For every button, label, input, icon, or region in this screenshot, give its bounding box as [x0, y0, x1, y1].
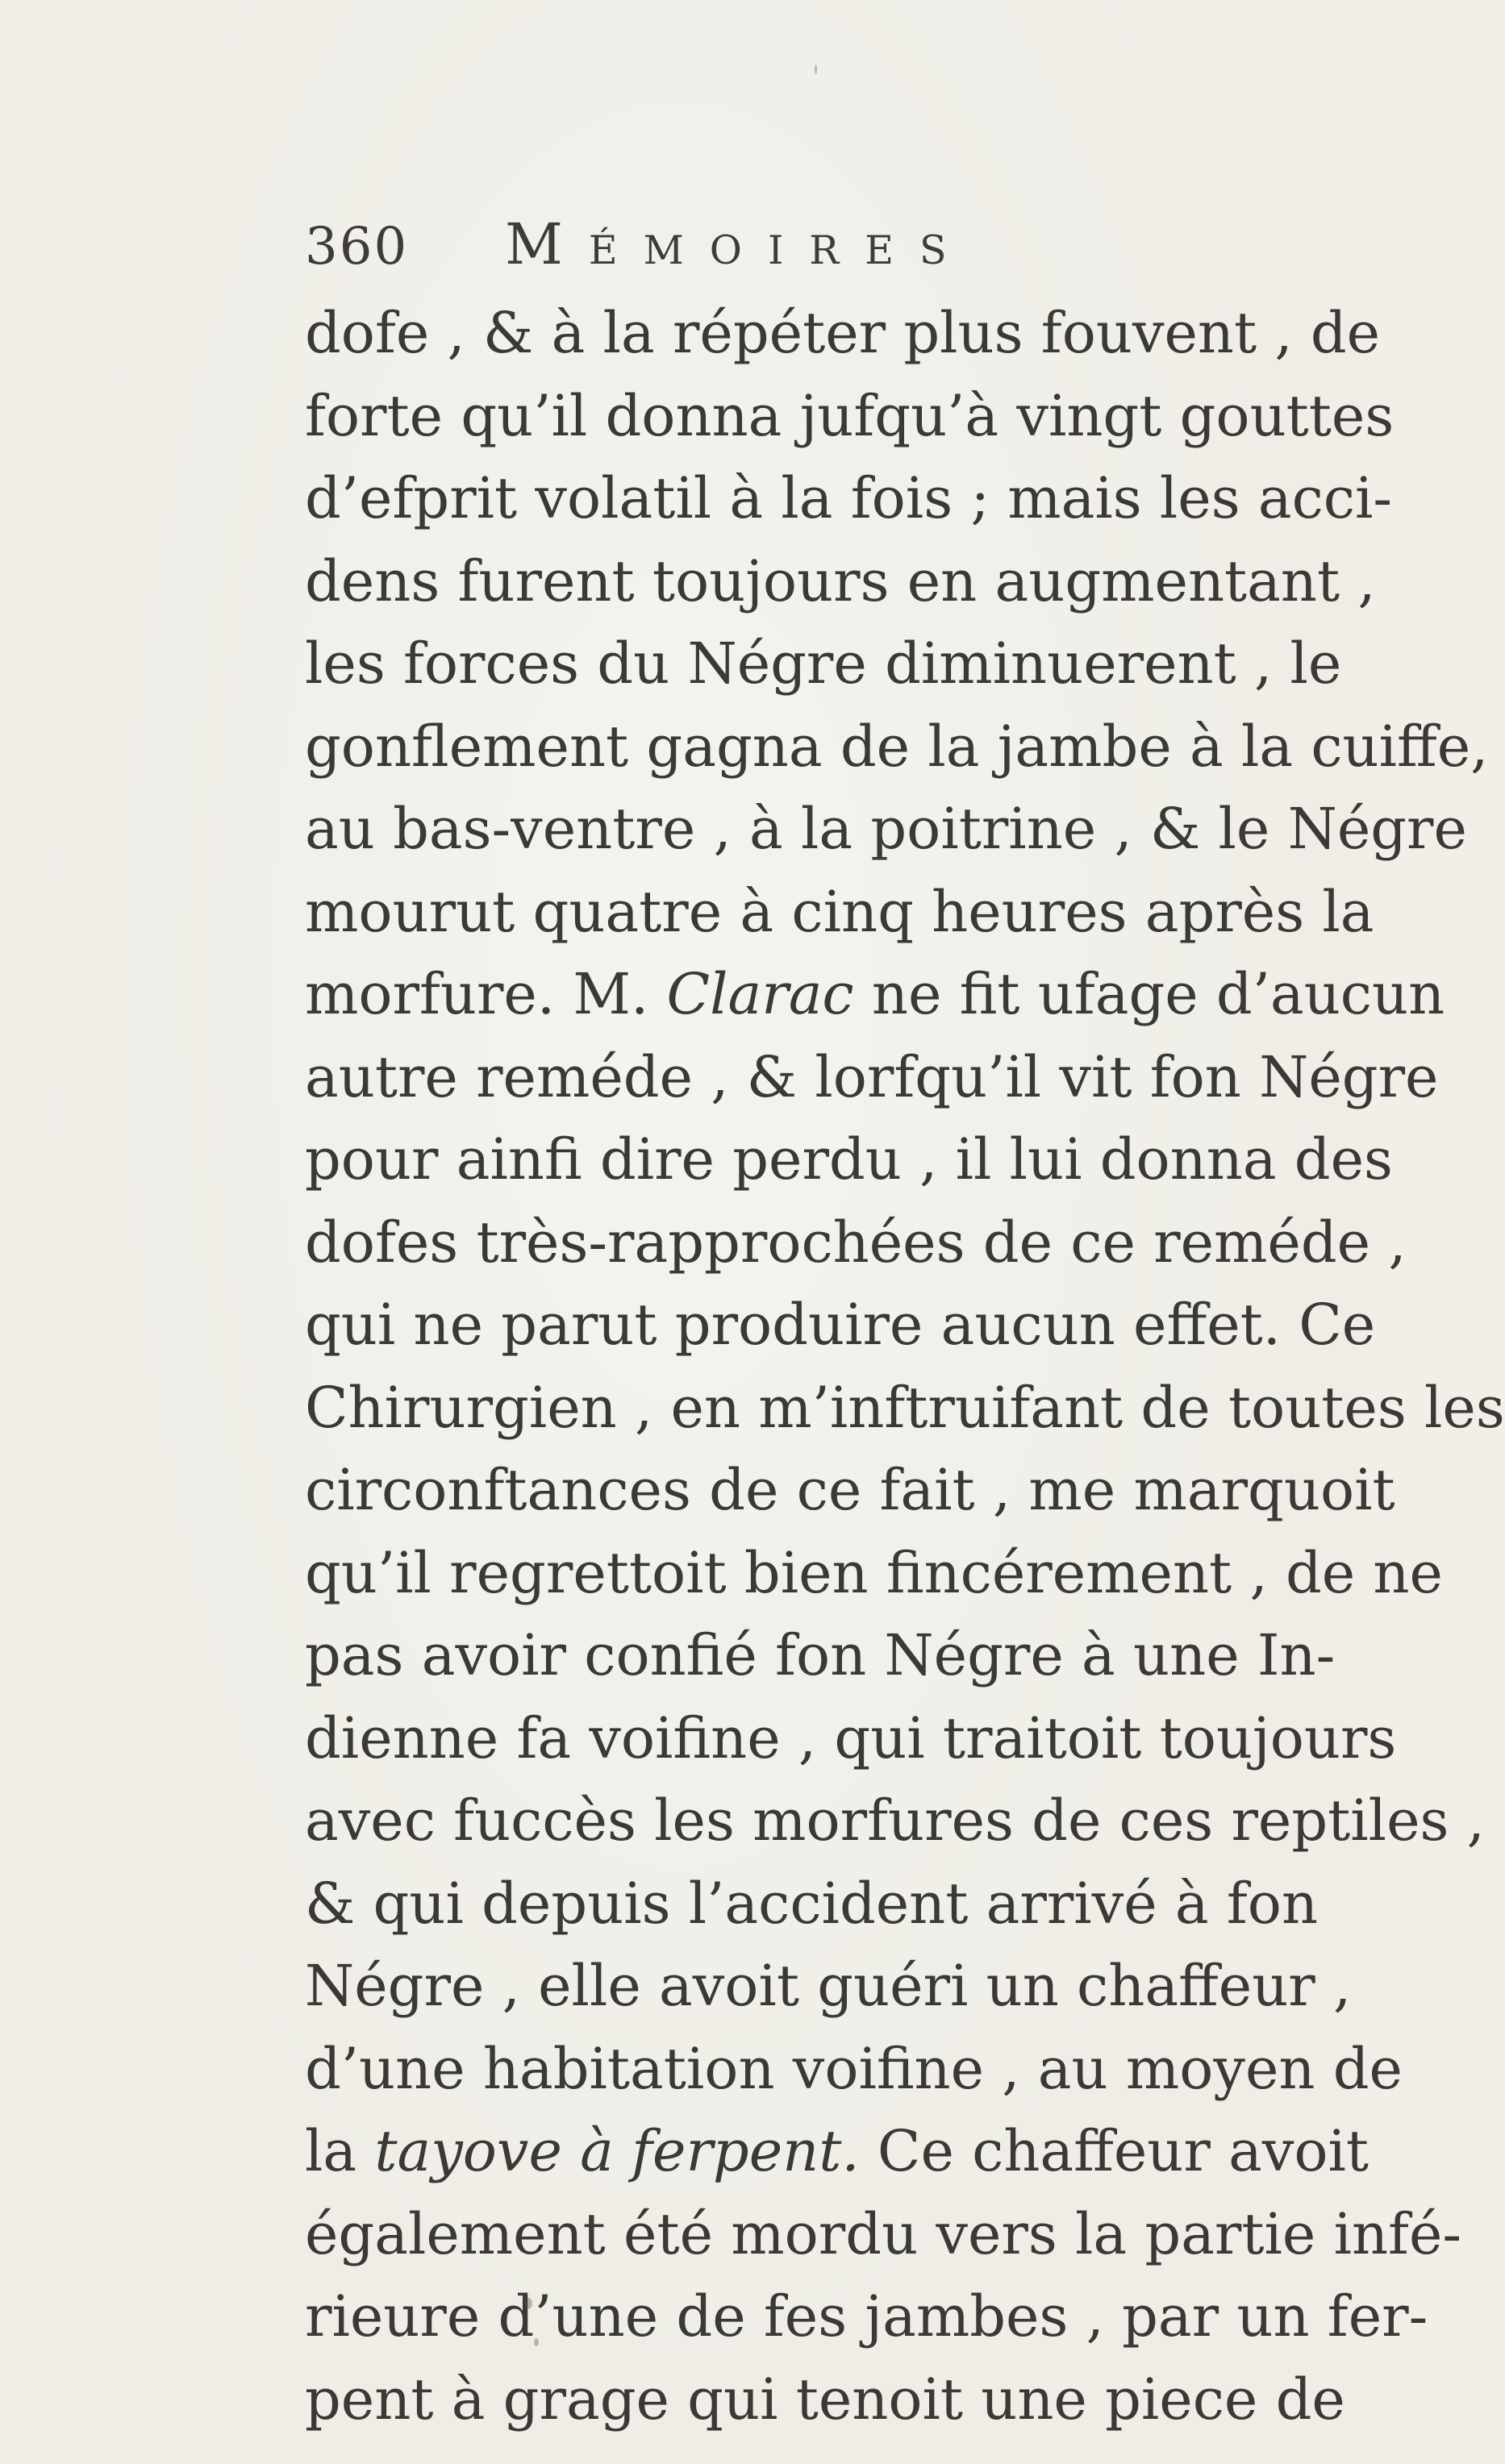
italic-term: tayove à ferpent.: [374, 2118, 860, 2184]
text-line: avec fuccès les morfures de ces reptiles ,: [305, 1788, 1485, 1854]
text-line: au bas-ventre , à la poitrine , & le Négre: [305, 796, 1467, 862]
paper-speck: [507, 2157, 510, 2162]
text-segment: ne fit ufage d’aucun: [853, 961, 1445, 1027]
text-line: [305, 953, 1445, 1036]
text-line: autre reméde , & lorfqu’il vit fon Négre: [305, 1043, 1439, 1110]
text-line: circonftances de ce fait , me marquoit: [305, 1457, 1395, 1523]
text-line: les forces du Négre diminuerent , le: [305, 631, 1342, 697]
text-line: dienne fa voifine , qui traitoit toujours: [305, 1704, 1397, 1771]
text-line: Chirurgien , en m’inftruifant de toutes les: [305, 1374, 1505, 1441]
text-line: mourut quatre à cinq heures après la: [305, 878, 1374, 945]
paper-speck: [815, 65, 817, 74]
text-line: & qui depuis l’accident arrivé à fon: [305, 1870, 1319, 1937]
text-line: forte qu’il donna jufqu’à vingt gouttes: [305, 382, 1395, 449]
text-segment: la: [305, 2118, 375, 2184]
text-line: dofes très-rapprochées de ce reméde ,: [305, 1209, 1407, 1276]
paper-speck: [534, 2338, 539, 2346]
text-segment: Ce chaffeur avoit: [859, 2118, 1370, 2184]
text-line: d’efprit volatil à la fois ; mais les acci-: [305, 465, 1393, 531]
text-line: Négre , elle avoit guéri un chaffeur ,: [305, 1953, 1352, 2019]
text-line: d’une habitation voifine , au moyen de: [305, 2035, 1403, 2102]
body-text: [305, 292, 1505, 2441]
text-line: dens furent toujours en augmentant ,: [305, 547, 1376, 614]
text-line: dofe , & à la répéter plus fouvent , de: [305, 300, 1381, 366]
text-segment: morfure. M.: [305, 961, 667, 1027]
text-line: [305, 2110, 1370, 2193]
text-line: pour ainfi dire perdu , il lui donna des: [305, 1126, 1393, 1192]
text-line: pas avoir confié fon Négre à une In-: [305, 1622, 1336, 1688]
text-line: qui ne parut produire aucun effet. Ce: [305, 1292, 1376, 1358]
running-title: Mémoires: [505, 211, 973, 277]
text-line: qu’il regrettoit bien fincérement , de ne: [305, 1539, 1443, 1606]
paper-speck: [524, 2298, 532, 2309]
text-line: gonflement gagna de la jambe à la cuiffe,: [305, 713, 1489, 780]
page-number: 360: [305, 217, 409, 277]
text-line: pent à grage qui tenoit une piece de: [305, 2366, 1345, 2433]
running-head: [305, 211, 1111, 284]
text-line: rieure d’une de fes jambes , par un fer-: [305, 2283, 1428, 2350]
text-line: également été mordu vers la partie infé-: [305, 2200, 1462, 2267]
italic-name: Clarac: [666, 961, 854, 1027]
